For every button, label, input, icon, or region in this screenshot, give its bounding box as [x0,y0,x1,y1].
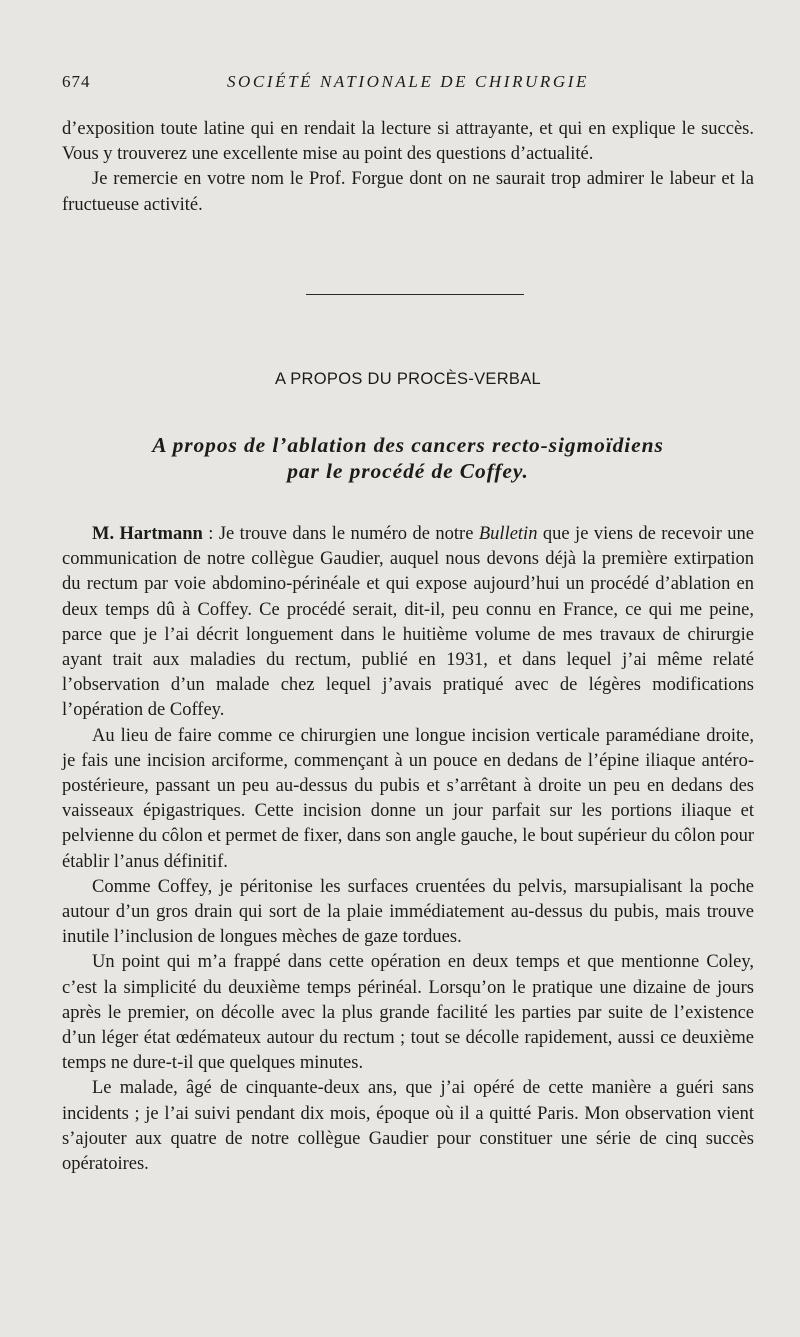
article-paragraph: Comme Coffey, je péritonise les surfaces cruentées du pelvis, marsupialisant la poche autour d’un gros drain qui sort de la plaie immédiatement au-dessus du pubis, mais trouve inutile l’inclusion de longues mèches de gaze tordues. [62,876,754,948]
journal-name: Bulletin [478,524,538,544]
article-title-line: par le procédé de Coffey. [287,459,529,483]
running-head [62,72,754,94]
article-paragraph: Au lieu de faire comme ce chirurgien une longue incision verticale paramédiane droite, je fais une incision arciforme, commençant à un pouce en dedans de l’épine iliaque antéro-postérieure, passant un peu au-dessus du pubis et s’arrêtant à droite un peu en dedans des vaisseaux épigastriques. Cette incision donne un jour parfait sur les portions iliaque et pelvienne du côlon et permet de fixer, dans son angle gauche, le bout supérieur du côlon pour établir l’anus définitif. [62,725,754,872]
article-paragraph: Un point qui m’a frappé dans cette opération en deux temps et que mentionne Coley, c’est la simplicité du deuxième temps périnéal. Lorsqu’on le pratique une dizaine de jours après le premier, on décolle avec la plus grande facilité les parties par suite de l’existence d’un léger état œdémateux autour du rectum ; tout se décolle rapidement, aussi ce deuxième temps ne dure-t-il que quelques minutes. [62,952,754,1074]
intro-text [62,117,754,218]
article-body [62,522,754,1177]
separator-rule [306,294,524,295]
article-paragraph: Le malade, âgé de cinquante-deux ans, que j’ai opéré de cette manière a guéri sans incidents ; je l’ai suivi pendant dix mois, époque où il a quitté Paris. Mon observation vient s’ajouter aux quatre de notre collègue Gaudier pour constituer une série de cinq succès opératoires. [62,1078,754,1175]
article-title-line: A propos de l’ablation des cancers recto-sigmoïdiens [152,433,664,457]
paragraph-text: que je viens de recevoir une communication de notre collègue Gaudier, auquel nous devons déjà la première extirpation du rectum par voie abdomino-périnéale et qui expose aujourd’hui un procédé d’ablation en deux temps dû à Coffey. Ce procédé serait, dit-il, peu connu en France, ce qui me peine, parce que je l’ai décrit longuement dans le huitième volume de mes travaux de chirurgie ayant trait aux maladies du rectum, publié en 1931, et dans lequel j’ai même relaté l’observation d’un malade chez lequel j’avais pratiqué avec de légères modifications l’opération de Coffey. [62,524,755,721]
section-heading: A PROPOS DU PROCÈS-VERBAL [274,370,542,388]
author-name: M. Hartmann [92,524,203,544]
intro-paragraph: Je remercie en votre nom le Prof. Forgue dont on ne saurait trop admirer le labeur et la fructueuse activité. [62,169,754,215]
paragraph-text: : Je trouve dans le numéro de notre [202,524,479,544]
page-number: 674 [62,72,91,91]
intro-paragraph: d’exposition toute latine qui en rendait la lecture si attrayante, et qui en explique le succès. Vous y trouverez une excellente mise au point des questions d’actualité. [62,119,754,165]
article-title [62,432,754,484]
journal-title: SOCIÉTÉ NATIONALE DE CHIRURGIE [226,72,590,91]
article-paragraph [62,522,754,724]
